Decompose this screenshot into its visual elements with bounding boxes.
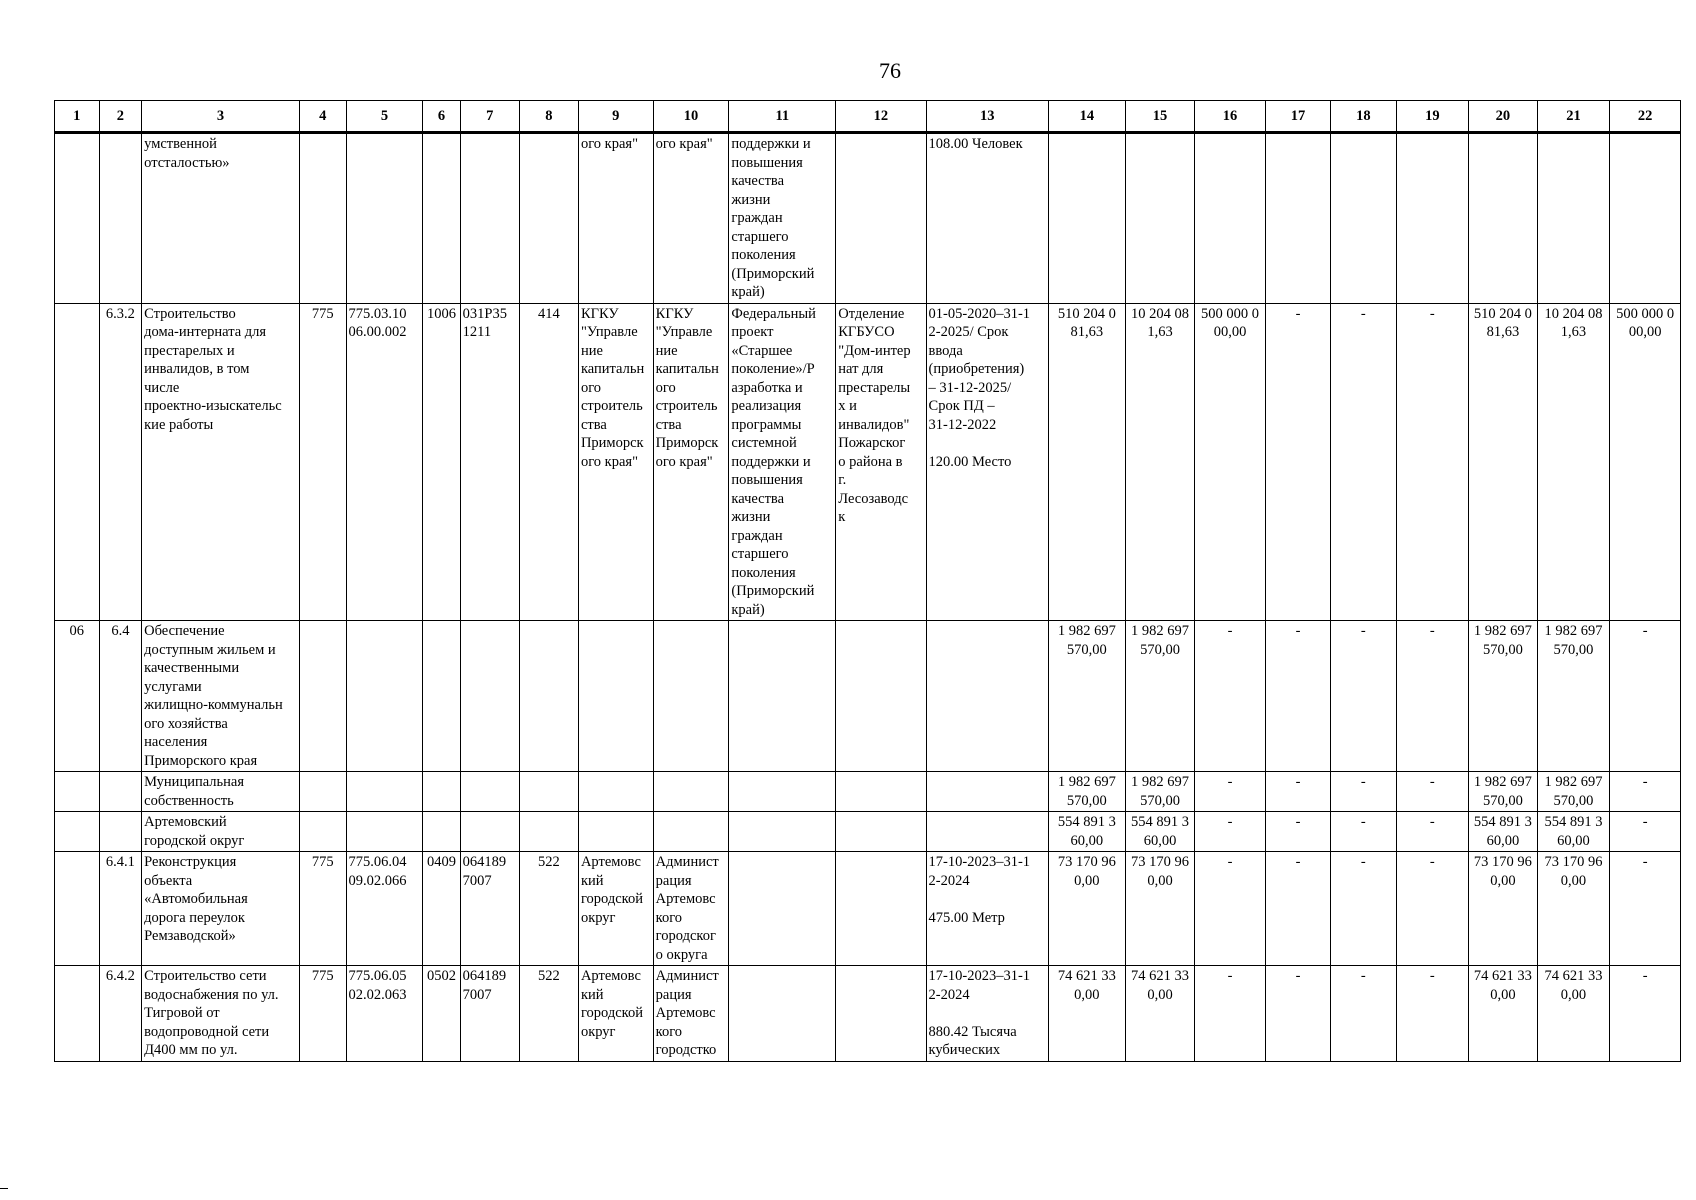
header-cell-17: 17 bbox=[1265, 101, 1330, 133]
table-cell-col-11: Федеральный проект «Старшее поколение»/Р азработка и реализация программы системной поддержки и повышения качества жизни граждан старшего поколения (Приморский край) bbox=[729, 303, 836, 621]
table-cell-col-8 bbox=[519, 133, 578, 304]
margin-dash bbox=[0, 1188, 8, 1189]
table-cell-col-19: - bbox=[1396, 852, 1469, 966]
table-cell-col-12 bbox=[836, 621, 926, 772]
table-cell-col-5 bbox=[346, 621, 423, 772]
table-cell-col-17: - bbox=[1265, 852, 1330, 966]
table-cell-col-4 bbox=[299, 772, 346, 812]
table-cell-col-9: Артемовс кий городской округ bbox=[578, 966, 653, 1062]
table-cell-col-22: - bbox=[1610, 966, 1681, 1062]
header-cell-14: 14 bbox=[1048, 101, 1125, 133]
table-cell-col-6: 1006 bbox=[423, 303, 460, 621]
table-cell-col-2 bbox=[99, 812, 142, 852]
table-cell-col-22 bbox=[1610, 133, 1681, 304]
table-cell-col-11 bbox=[729, 812, 836, 852]
table-cell-col-14: 510 204 0 81,63 bbox=[1048, 303, 1125, 621]
header-cell-8: 8 bbox=[519, 101, 578, 133]
table-cell-col-20: 554 891 3 60,00 bbox=[1469, 812, 1537, 852]
table-cell-col-6: 0502 bbox=[423, 966, 460, 1062]
table-cell-col-20: 1 982 697 570,00 bbox=[1469, 772, 1537, 812]
table-cell-col-20: 73 170 96 0,00 bbox=[1469, 852, 1537, 966]
table-cell-col-3: Обеспечение доступным жильем и качественными услугами жилищно-коммунальн ого хозяйства населения Приморского края bbox=[142, 621, 300, 772]
table-cell-col-10 bbox=[653, 812, 729, 852]
table-cell-col-12: Отделение КГБУСО "Дом-интер нат для престарелы х и инвалидов" Пожарског о района в г. Лесозаводс к bbox=[836, 303, 926, 621]
header-cell-4: 4 bbox=[299, 101, 346, 133]
header-cell-21: 21 bbox=[1537, 101, 1610, 133]
table-cell-col-16: - bbox=[1195, 621, 1266, 772]
header-cell-5: 5 bbox=[346, 101, 423, 133]
table-cell-col-11 bbox=[729, 621, 836, 772]
table-cell-col-4 bbox=[299, 133, 346, 304]
table-cell-col-9: КГКУ "Управле ние капитальн ого строитель ства Приморск ого края" bbox=[578, 303, 653, 621]
table-cell-col-9: ого края" bbox=[578, 133, 653, 304]
table-cell-col-16: - bbox=[1195, 852, 1266, 966]
table-cell-col-19: - bbox=[1396, 966, 1469, 1062]
table-cell-col-2: 6.4.2 bbox=[99, 966, 142, 1062]
table-cell-col-14: 1 982 697 570,00 bbox=[1048, 621, 1125, 772]
table-cell-col-4: 775 bbox=[299, 966, 346, 1062]
table-cell-col-19: - bbox=[1396, 772, 1469, 812]
header-cell-19: 19 bbox=[1396, 101, 1469, 133]
table-cell-col-1 bbox=[55, 133, 100, 304]
table-cell-col-8: 522 bbox=[519, 852, 578, 966]
table-cell-col-21: 10 204 08 1,63 bbox=[1537, 303, 1610, 621]
table-row bbox=[55, 966, 1681, 1062]
table-cell-col-16: 500 000 0 00,00 bbox=[1195, 303, 1266, 621]
table-cell-col-15 bbox=[1125, 133, 1195, 304]
table-cell-col-18: - bbox=[1331, 303, 1396, 621]
table-cell-col-22: 500 000 0 00,00 bbox=[1610, 303, 1681, 621]
table-cell-col-8 bbox=[519, 772, 578, 812]
budget-table bbox=[54, 100, 1681, 1062]
table-cell-col-18 bbox=[1331, 133, 1396, 304]
table-cell-col-1: 06 bbox=[55, 621, 100, 772]
table-row bbox=[55, 133, 1681, 304]
table-cell-col-11 bbox=[729, 966, 836, 1062]
table-cell-col-5 bbox=[346, 812, 423, 852]
table-cell-col-6 bbox=[423, 812, 460, 852]
table-cell-col-4: 775 bbox=[299, 303, 346, 621]
table-cell-col-16: - bbox=[1195, 812, 1266, 852]
table-cell-col-3: Артемовский городской округ bbox=[142, 812, 300, 852]
table-cell-col-21: 1 982 697 570,00 bbox=[1537, 621, 1610, 772]
table-cell-col-17 bbox=[1265, 133, 1330, 304]
header-cell-20: 20 bbox=[1469, 101, 1537, 133]
table-cell-col-13: 01-05-2020–31-1 2-2025/ Срок ввода (приобретения) – 31-12-2025/ Срок ПД – 31-12-2022 120.00 Место bbox=[926, 303, 1048, 621]
table-cell-col-13 bbox=[926, 772, 1048, 812]
table-cell-col-10: Админист рация Артемовс кого городстко bbox=[653, 966, 729, 1062]
table-cell-col-7 bbox=[460, 772, 519, 812]
table-cell-col-14: 1 982 697 570,00 bbox=[1048, 772, 1125, 812]
header-cell-10: 10 bbox=[653, 101, 729, 133]
table-cell-col-19: - bbox=[1396, 812, 1469, 852]
table-cell-col-21: 74 621 33 0,00 bbox=[1537, 966, 1610, 1062]
table-cell-col-7: 064189 7007 bbox=[460, 966, 519, 1062]
table-row bbox=[55, 303, 1681, 621]
table-cell-col-3: умственной отсталостью» bbox=[142, 133, 300, 304]
table-cell-col-20: 74 621 33 0,00 bbox=[1469, 966, 1537, 1062]
table-cell-col-8 bbox=[519, 621, 578, 772]
table-cell-col-14 bbox=[1048, 133, 1125, 304]
table-cell-col-1 bbox=[55, 772, 100, 812]
table-cell-col-21: 1 982 697 570,00 bbox=[1537, 772, 1610, 812]
header-cell-2: 2 bbox=[99, 101, 142, 133]
table-cell-col-4 bbox=[299, 621, 346, 772]
table-cell-col-13: 17-10-2023–31-1 2-2024 475.00 Метр bbox=[926, 852, 1048, 966]
table-row bbox=[55, 852, 1681, 966]
table-cell-col-8 bbox=[519, 812, 578, 852]
header-cell-1: 1 bbox=[55, 101, 100, 133]
table-cell-col-19: - bbox=[1396, 303, 1469, 621]
table-cell-col-9: Артемовс кий городской округ bbox=[578, 852, 653, 966]
table-cell-col-20: 1 982 697 570,00 bbox=[1469, 621, 1537, 772]
table-cell-col-18: - bbox=[1331, 812, 1396, 852]
table-cell-col-19 bbox=[1396, 133, 1469, 304]
header-cell-3: 3 bbox=[142, 101, 300, 133]
table-cell-col-12 bbox=[836, 133, 926, 304]
table-cell-col-5 bbox=[346, 772, 423, 812]
table-cell-col-4 bbox=[299, 812, 346, 852]
table-cell-col-2 bbox=[99, 133, 142, 304]
table-cell-col-20: 510 204 0 81,63 bbox=[1469, 303, 1537, 621]
table-row bbox=[55, 621, 1681, 772]
table-cell-col-17: - bbox=[1265, 772, 1330, 812]
table-cell-col-13: 108.00 Человек bbox=[926, 133, 1048, 304]
table-cell-col-22: - bbox=[1610, 812, 1681, 852]
table-cell-col-15: 73 170 96 0,00 bbox=[1125, 852, 1195, 966]
table-cell-col-2: 6.4 bbox=[99, 621, 142, 772]
table-cell-col-12 bbox=[836, 852, 926, 966]
table-cell-col-12 bbox=[836, 772, 926, 812]
table-cell-col-10 bbox=[653, 621, 729, 772]
header-cell-9: 9 bbox=[578, 101, 653, 133]
table-cell-col-5: 775.06.04 09.02.066 bbox=[346, 852, 423, 966]
header-cell-7: 7 bbox=[460, 101, 519, 133]
table-cell-col-14: 74 621 33 0,00 bbox=[1048, 966, 1125, 1062]
table-cell-col-17: - bbox=[1265, 621, 1330, 772]
table-cell-col-13: 17-10-2023–31-1 2-2024 880.42 Тысяча кубических bbox=[926, 966, 1048, 1062]
table-cell-col-1 bbox=[55, 852, 100, 966]
table-cell-col-22: - bbox=[1610, 772, 1681, 812]
header-cell-6: 6 bbox=[423, 101, 460, 133]
header-row bbox=[55, 101, 1681, 133]
table-body bbox=[55, 101, 1681, 1062]
table-cell-col-7 bbox=[460, 812, 519, 852]
table-cell-col-15: 1 982 697 570,00 bbox=[1125, 772, 1195, 812]
table-cell-col-4: 775 bbox=[299, 852, 346, 966]
table-cell-col-15: 74 621 33 0,00 bbox=[1125, 966, 1195, 1062]
table-cell-col-2: 6.4.1 bbox=[99, 852, 142, 966]
table-cell-col-7: 031Р35 1211 bbox=[460, 303, 519, 621]
table-cell-col-16: - bbox=[1195, 966, 1266, 1062]
table-cell-col-21: 73 170 96 0,00 bbox=[1537, 852, 1610, 966]
table-cell-col-10: КГКУ "Управле ние капитальн ого строитель ства Приморск ого края" bbox=[653, 303, 729, 621]
table-cell-col-16 bbox=[1195, 133, 1266, 304]
table-cell-col-22: - bbox=[1610, 621, 1681, 772]
header-cell-13: 13 bbox=[926, 101, 1048, 133]
table-cell-col-18: - bbox=[1331, 621, 1396, 772]
table-cell-col-6 bbox=[423, 772, 460, 812]
table-cell-col-10: Админист рация Артемовс кого городског о округа bbox=[653, 852, 729, 966]
table-cell-col-8: 414 bbox=[519, 303, 578, 621]
table-cell-col-6 bbox=[423, 621, 460, 772]
table-cell-col-1 bbox=[55, 303, 100, 621]
table-cell-col-17: - bbox=[1265, 812, 1330, 852]
table-cell-col-7: 064189 7007 bbox=[460, 852, 519, 966]
table-cell-col-6: 0409 bbox=[423, 852, 460, 966]
page-number: 76 bbox=[879, 58, 901, 83]
table-row bbox=[55, 772, 1681, 812]
table-cell-col-17: - bbox=[1265, 966, 1330, 1062]
table-cell-col-20 bbox=[1469, 133, 1537, 304]
table-cell-col-2: 6.3.2 bbox=[99, 303, 142, 621]
table-cell-col-10 bbox=[653, 772, 729, 812]
table-cell-col-11 bbox=[729, 852, 836, 966]
table-cell-col-15: 554 891 3 60,00 bbox=[1125, 812, 1195, 852]
table-cell-col-9 bbox=[578, 772, 653, 812]
table-row bbox=[55, 812, 1681, 852]
table-cell-col-10: ого края" bbox=[653, 133, 729, 304]
header-cell-22: 22 bbox=[1610, 101, 1681, 133]
table-cell-col-6 bbox=[423, 133, 460, 304]
table-cell-col-5: 775.06.05 02.02.063 bbox=[346, 966, 423, 1062]
table-cell-col-18: - bbox=[1331, 772, 1396, 812]
table-cell-col-1 bbox=[55, 966, 100, 1062]
header-cell-15: 15 bbox=[1125, 101, 1195, 133]
header-cell-16: 16 bbox=[1195, 101, 1266, 133]
table-cell-col-12 bbox=[836, 966, 926, 1062]
table-cell-col-9 bbox=[578, 812, 653, 852]
table-cell-col-14: 554 891 3 60,00 bbox=[1048, 812, 1125, 852]
table-cell-col-5: 775.03.10 06.00.002 bbox=[346, 303, 423, 621]
table-cell-col-3: Строительство дома-интерната для престарелых и инвалидов, в том числе проектно-изыскательс кие работы bbox=[142, 303, 300, 621]
header-cell-12: 12 bbox=[836, 101, 926, 133]
table-cell-col-1 bbox=[55, 812, 100, 852]
table-cell-col-11: поддержки и повышения качества жизни граждан старшего поколения (Приморский край) bbox=[729, 133, 836, 304]
table-cell-col-15: 10 204 08 1,63 bbox=[1125, 303, 1195, 621]
table-cell-col-7 bbox=[460, 133, 519, 304]
table-cell-col-14: 73 170 96 0,00 bbox=[1048, 852, 1125, 966]
table-cell-col-11 bbox=[729, 772, 836, 812]
table-cell-col-22: - bbox=[1610, 852, 1681, 966]
table-cell-col-9 bbox=[578, 621, 653, 772]
table-cell-col-19: - bbox=[1396, 621, 1469, 772]
table-cell-col-2 bbox=[99, 772, 142, 812]
table-cell-col-3: Строительство сети водоснабжения по ул. Тигровой от водопроводной сети Д400 мм по ул. bbox=[142, 966, 300, 1062]
table-cell-col-7 bbox=[460, 621, 519, 772]
table-cell-col-21: 554 891 3 60,00 bbox=[1537, 812, 1610, 852]
table-cell-col-21 bbox=[1537, 133, 1610, 304]
table-cell-col-18: - bbox=[1331, 966, 1396, 1062]
table-cell-col-17: - bbox=[1265, 303, 1330, 621]
table-cell-col-5 bbox=[346, 133, 423, 304]
header-cell-11: 11 bbox=[729, 101, 836, 133]
table-cell-col-12 bbox=[836, 812, 926, 852]
table-cell-col-3: Муниципальная собственность bbox=[142, 772, 300, 812]
table-cell-col-16: - bbox=[1195, 772, 1266, 812]
table-cell-col-18: - bbox=[1331, 852, 1396, 966]
header-cell-18: 18 bbox=[1331, 101, 1396, 133]
table-cell-col-15: 1 982 697 570,00 bbox=[1125, 621, 1195, 772]
table-cell-col-13 bbox=[926, 812, 1048, 852]
table-cell-col-8: 522 bbox=[519, 966, 578, 1062]
table-cell-col-13 bbox=[926, 621, 1048, 772]
table-cell-col-3: Реконструкция объекта «Автомобильная дорога переулок Ремзаводской» bbox=[142, 852, 300, 966]
